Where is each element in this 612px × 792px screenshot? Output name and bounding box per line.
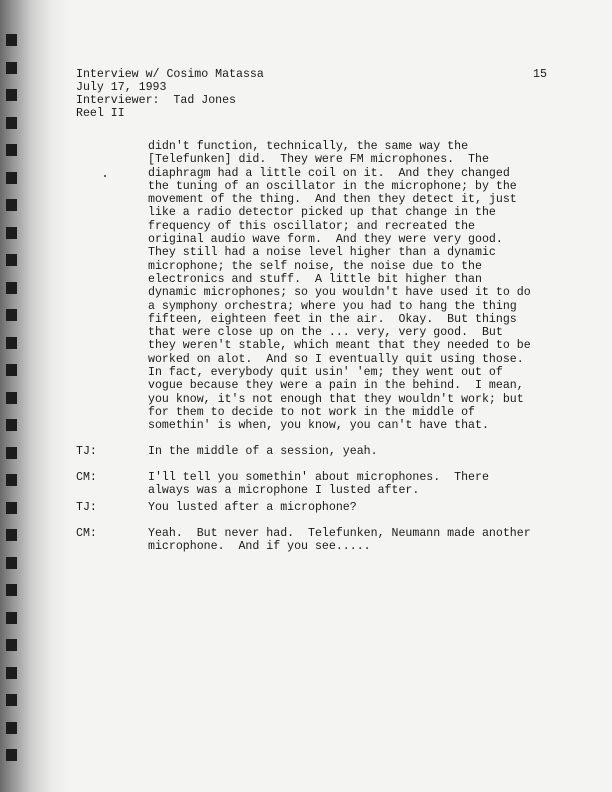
paragraph-line: didn't function, technically, the same way the [148, 140, 469, 153]
speech-text [148, 501, 357, 514]
punch-hole [6, 62, 17, 74]
paragraph-line: somethin' is when, you know, you can't have that. [148, 419, 489, 433]
punch-hole [6, 584, 17, 596]
punch-hole [6, 529, 17, 541]
paragraph-line: that were close up on the ... very, very good. But [148, 326, 503, 340]
speech-line: Yeah. But never had. Telefunken, Neumann made another [148, 527, 531, 540]
paragraph-line: [Telefunken] did. They were FM microphones. The [148, 153, 489, 167]
paragraph-line: movement of the thing. And then they detect it, just [148, 193, 517, 207]
speech-line: You lusted after a microphone? [148, 501, 357, 514]
stray-mark [104, 175, 106, 177]
punch-hole [6, 502, 17, 514]
paragraph-line: for them to decide to not work in the middle of [148, 405, 475, 419]
paragraph-line: diaphragm had a little coil on it. And they changed [148, 166, 510, 180]
punch-hole [6, 254, 17, 266]
paragraph-line: frequency of this oscillator; and recreated the [148, 219, 475, 233]
speech-text [148, 445, 378, 458]
punch-hole [6, 667, 17, 679]
punch-hole [6, 722, 17, 734]
paragraph-line: microphone; the self noise, the noise due to the [148, 259, 482, 273]
paragraph-line: electronics and stuff. A little bit higher than [148, 272, 482, 286]
punch-hole [6, 557, 17, 569]
punch-hole [6, 282, 17, 294]
speaker-label: CM: [76, 471, 97, 484]
punch-hole [6, 749, 17, 761]
punch-hole [6, 172, 17, 184]
page-number: 15 [533, 68, 547, 81]
punch-hole [6, 117, 17, 129]
header-title: Interview w/ Cosimo Matassa [76, 68, 264, 81]
punch-hole [6, 89, 17, 101]
punch-hole [6, 447, 17, 459]
punch-hole [6, 612, 17, 624]
speaker-label: TJ: [76, 445, 97, 458]
punch-hole [6, 392, 17, 404]
header-interviewer: Interviewer: Tad Jones [76, 94, 237, 107]
punch-hole [6, 227, 17, 239]
speech-line: I'll tell you somethin' about microphones. There [148, 471, 489, 484]
speaker-label: TJ: [76, 501, 97, 514]
paragraph-line: a symphony orchestra; where you had to hang the thing [148, 299, 517, 313]
speech-line: microphone. And if you see..... [148, 540, 371, 554]
paragraph-line: you know, it's not enough that they wouldn't work; but [148, 392, 524, 406]
speech-line: always was a microphone I lusted after. [148, 484, 420, 498]
punch-hole [6, 419, 17, 431]
punch-hole [6, 694, 17, 706]
paragraph-line: dynamic microphones; so you wouldn't have used it to do [148, 286, 531, 300]
punch-hole [6, 34, 17, 46]
paragraph-line: In fact, everybody quit usin' 'em; they went out of [148, 366, 503, 380]
punch-hole [6, 337, 17, 349]
paragraph-line: like a radio detector picked up that change in the [148, 206, 496, 220]
punch-hole [6, 364, 17, 376]
paragraph-line: the tuning of an oscillator in the microphone; by the [148, 179, 517, 193]
punch-hole [6, 309, 17, 321]
paragraph-line: fifteen, eighteen feet in the air. Okay. But things [148, 312, 517, 326]
speech-text [148, 471, 489, 498]
speech-text [148, 527, 531, 554]
punch-hole [6, 199, 17, 211]
paragraph-line: vogue because they were a pain in the behind. I mean, [148, 379, 524, 393]
punch-hole [6, 474, 17, 486]
header-date: July 17, 1993 [76, 81, 167, 94]
paragraph-line: They still had a noise level higher than a dynamic [148, 246, 496, 260]
continued-paragraph [148, 140, 548, 433]
paragraph-line: they weren't stable, which meant that they needed to be [148, 339, 531, 353]
punch-hole [6, 639, 17, 651]
speech-line: In the middle of a session, yeah. [148, 445, 378, 458]
punch-hole [6, 144, 17, 156]
interview-header [76, 68, 264, 120]
paragraph-line: worked on alot. And so I eventually quit using those. [148, 352, 524, 366]
speaker-label: CM: [76, 527, 97, 540]
header-reel: Reel II [76, 107, 125, 120]
paragraph-line: original audio wave form. And they were very good. [148, 233, 503, 247]
